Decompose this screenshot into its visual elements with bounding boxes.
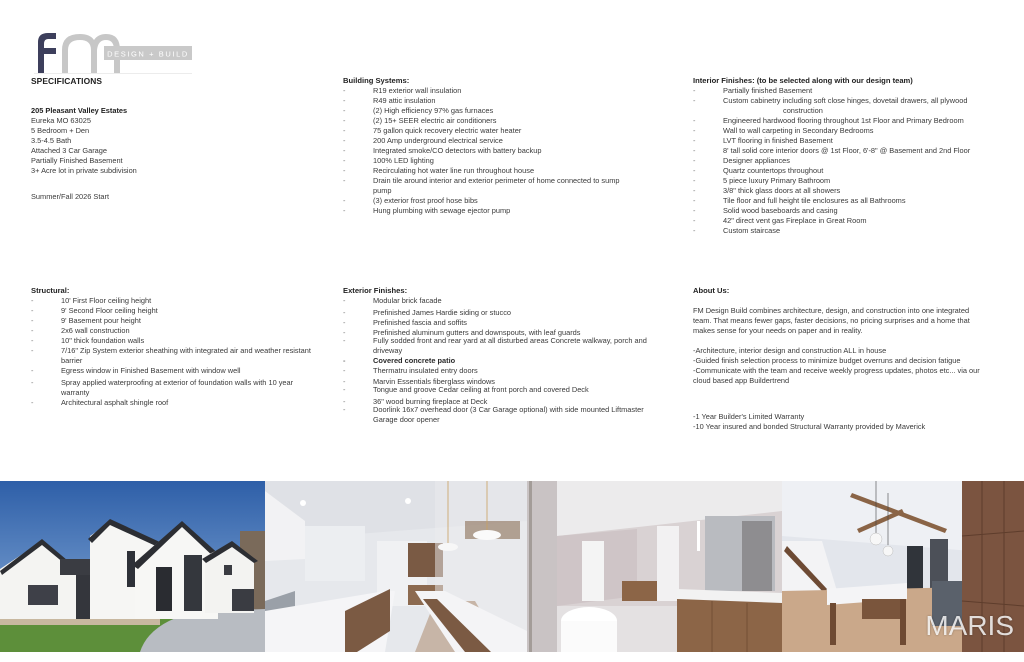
list-item: - 75 gallon quick recovery electric water heater xyxy=(343,126,623,136)
list-item: - Egress window in Finished Basement with window well xyxy=(31,366,311,376)
property-detail: 3+ Acre lot in private subdivision xyxy=(31,166,137,175)
start-date: Summer/Fall 2026 Start xyxy=(31,192,110,201)
list-item: - Modular brick facade xyxy=(343,296,653,306)
section-heading: Structural: xyxy=(31,286,70,295)
list-item: - Designer appliances xyxy=(693,156,993,166)
about-paragraph: FM Design Build combines architecture, design, and construction into one integrated team. That means fewer gaps, faster decisions, no pricing surprises and a home that makes sense for your needs on paper and in reality. xyxy=(693,306,970,335)
list-item: - Engineered hardwood flooring throughout 1st Floor and Primary Bedroom xyxy=(693,116,993,126)
list-item: - (2) 15+ SEER electric air conditioners xyxy=(343,116,623,126)
warranty-item: -10 Year insured and bonded Structural Warranty provided by Maverick xyxy=(693,422,926,431)
house-exterior-image-icon xyxy=(0,481,265,652)
svg-text:DESIGN + BUILD: DESIGN + BUILD xyxy=(107,49,189,59)
list-item: - Covered concrete patio xyxy=(343,356,653,366)
interior-finishes-list xyxy=(693,86,993,236)
list-item: - Partially finished Basement xyxy=(693,86,993,96)
property-info xyxy=(31,106,137,202)
logo-divider xyxy=(34,73,192,74)
list-item xyxy=(693,96,993,116)
list-item: - 42" direct vent gas Fireplace in Great Room xyxy=(693,216,993,226)
building-systems-section xyxy=(343,76,623,216)
list-item: - Quartz countertops throughout xyxy=(693,166,993,176)
list-item: - Prefinished fascia and soffits xyxy=(343,318,653,328)
list-item: - Doorlink 16x7 overhead door (3 Car Garage optional) with side mounted Liftmaster Garage door opener xyxy=(343,405,653,425)
maris-watermark: MARIS xyxy=(925,610,1014,641)
building-systems-list xyxy=(343,86,623,216)
list-item: - Wall to wall carpeting in Secondary Bedrooms xyxy=(693,126,993,136)
list-item: - 3/8" thick glass doors at all showers xyxy=(693,186,993,196)
list-item: - Thermatru insulated entry doors xyxy=(343,366,653,376)
section-heading: Interior Finishes: (to be selected along with our design team) xyxy=(693,76,913,85)
logo-mark-icon xyxy=(34,30,194,74)
list-item: - LVT flooring in finished Basement xyxy=(693,136,993,146)
exterior-finishes-list xyxy=(343,296,653,425)
list-item: - 2x6 wall construction xyxy=(31,326,311,336)
list-item: - R19 exterior wall insulation xyxy=(343,86,623,96)
list-item-text: Custom cabinetry including soft close hinges, dovetail drawers, all plywood xyxy=(723,96,968,105)
list-item: - Spray applied waterproofing at exterior of foundation walls with 10 year warranty xyxy=(31,378,311,398)
list-item: - Integrated smoke/CO detectors with battery backup xyxy=(343,146,623,156)
specifications-title: SPECIFICATIONS xyxy=(31,76,103,86)
list-item: - 8' tall solid core interior doors @ 1st Floor, 6'-8" @ Basement and 2nd Floor xyxy=(693,146,993,156)
structural-list xyxy=(31,296,311,408)
list-item: - Solid wood baseboards and casing xyxy=(693,206,993,216)
list-item: - 10' First Floor ceiling height xyxy=(31,296,311,306)
section-heading: About Us: xyxy=(693,286,730,295)
kitchen-photo xyxy=(265,481,527,652)
bathroom-photo xyxy=(527,481,782,652)
great-room-photo xyxy=(782,481,1024,652)
list-item: - 5 piece luxury Primary Bathroom xyxy=(693,176,993,186)
kitchen-image-icon xyxy=(265,481,527,652)
list-item: - 100% LED lighting xyxy=(343,156,623,166)
exterior-finishes-section xyxy=(343,286,653,425)
list-item: - 9' Basement pour height xyxy=(31,316,311,326)
list-item: - (3) exterior frost proof hose bibs xyxy=(343,196,623,206)
list-item: - (2) High efficiency 97% gas furnaces xyxy=(343,106,623,116)
list-item: - 36" wood burning fireplace at Deck xyxy=(343,397,653,407)
warranty-item: -1 Year Builder's Limited Warranty xyxy=(693,412,805,421)
section-heading: Exterior Finishes: xyxy=(343,286,408,295)
property-detail: 3.5-4.5 Bath xyxy=(31,136,72,145)
interior-finishes-section xyxy=(693,76,993,236)
list-item: - Fully sodded front and rear yard at all disturbed areas Concrete walkway, porch and driveway xyxy=(343,336,653,356)
list-item: - Drain tile around interior and exterior perimeter of home connected to sump pump xyxy=(343,176,623,196)
list-item: - 10" thick foundation walls xyxy=(31,336,311,346)
list-item: - Recirculating hot water line run throughout house xyxy=(343,166,623,176)
property-detail: Eureka MO 63025 xyxy=(31,116,91,125)
exterior-photo xyxy=(0,481,265,652)
property-detail: Partially Finished Basement xyxy=(31,156,123,165)
list-item-continuation: construction xyxy=(783,106,823,115)
list-item: - Architectural asphalt shingle roof xyxy=(31,398,311,408)
fm-design-build-logo xyxy=(34,30,194,74)
list-item: - Tongue and groove Cedar ceiling at front porch and covered Deck xyxy=(343,385,653,395)
property-detail: 5 Bedroom + Den xyxy=(31,126,90,135)
list-item: - Marvin Essentials fiberglass windows xyxy=(343,377,653,387)
structural-section xyxy=(31,286,311,408)
list-item: - R49 attic insulation xyxy=(343,96,623,106)
list-item: - 7/16" Zip System exterior sheathing with integrated air and weather resistant barrier xyxy=(31,346,311,366)
list-item: - Custom staircase xyxy=(693,226,993,236)
property-address: 205 Pleasant Valley Estates xyxy=(31,106,128,115)
list-item: - Prefinished James Hardie siding or stucco xyxy=(343,308,653,318)
list-item: - Tile floor and full height tile enclosures as all Bathrooms xyxy=(693,196,993,206)
photo-strip xyxy=(0,481,1024,652)
about-point: -Communicate with the team and receive weekly progress updates, photos etc... via our cloud based app Buildertrend xyxy=(693,366,980,385)
property-detail: Attached 3 Car Garage xyxy=(31,146,108,155)
section-heading: Building Systems: xyxy=(343,76,410,85)
list-item: - 9' Second Floor ceiling height xyxy=(31,306,311,316)
about-point: -Architecture, interior design and construction ALL in house xyxy=(693,346,887,355)
bathroom-image-icon xyxy=(527,481,782,652)
list-item: - Prefinished aluminum gutters and downspouts, with leaf guards xyxy=(343,328,653,338)
about-point: -Guided finish selection process to minimize budget overruns and decision fatigue xyxy=(693,356,961,365)
list-item: - 200 Amp underground electrical service xyxy=(343,136,623,146)
list-item: - Hung plumbing with sewage ejector pump xyxy=(343,206,623,216)
about-section xyxy=(693,286,981,432)
